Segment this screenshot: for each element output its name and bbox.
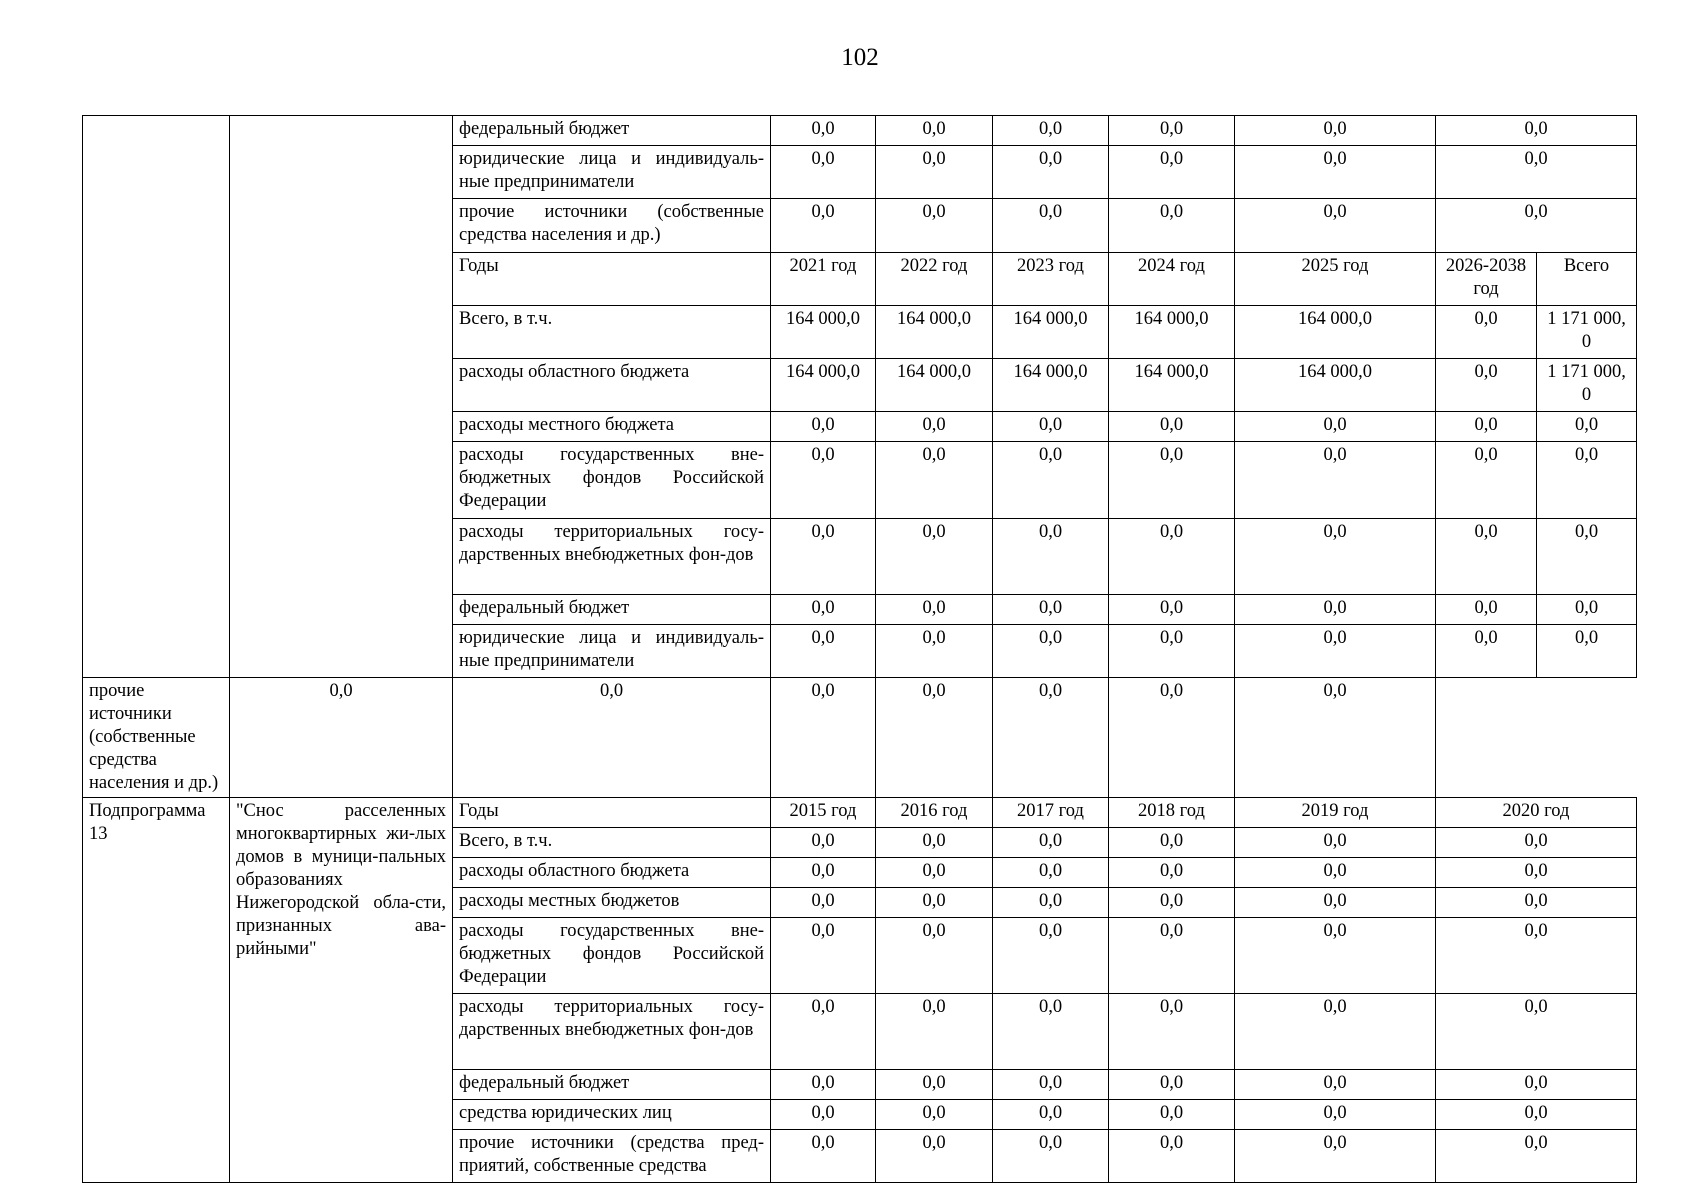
value-cell: 0,0 <box>1109 678 1235 798</box>
year-header: 2024 год <box>1109 253 1235 306</box>
value-cell: 0,0 <box>1235 1070 1436 1100</box>
value-cell: 0,0 <box>1436 442 1537 519</box>
value-cell: 164 000,0 <box>1109 306 1235 359</box>
value-cell: 0,0 <box>876 828 993 858</box>
row-label: юридические лица и индивидуаль-ные предприниматели <box>453 625 771 678</box>
subprogram-code: Подпрограмма 13 <box>83 798 230 1183</box>
row-label: юридические лица и индивидуаль-ные предприниматели <box>453 146 771 199</box>
year-header: 2017 год <box>993 798 1109 828</box>
year-header: 2015 год <box>771 798 876 828</box>
value-cell: 0,0 <box>1109 442 1235 519</box>
year-header: 2018 год <box>1109 798 1235 828</box>
value-cell: 164 000,0 <box>993 306 1109 359</box>
value-cell: 0,0 <box>771 595 876 625</box>
continuation-code-cell <box>83 116 230 678</box>
value-cell: 0,0 <box>1109 888 1235 918</box>
value-cell: 0,0 <box>1235 918 1436 994</box>
value-cell: 0,0 <box>771 678 876 798</box>
value-cell: 0,0 <box>1109 918 1235 994</box>
value-cell: 164 000,0 <box>1235 359 1436 412</box>
value-cell: 0,0 <box>993 412 1109 442</box>
value-cell: 0,0 <box>230 678 453 798</box>
row-label: прочие источники (средства пред-приятий, собственные средства <box>453 1130 771 1183</box>
value-cell: 0,0 <box>993 678 1109 798</box>
years-header-label: Годы <box>453 253 771 306</box>
total-header: Всего <box>1537 253 1637 306</box>
value-cell: 164 000,0 <box>876 359 993 412</box>
value-cell: 0,0 <box>993 858 1109 888</box>
value-cell: 0,0 <box>876 199 993 253</box>
row-label: расходы областного бюджета <box>453 858 771 888</box>
value-cell: 0,0 <box>993 1130 1109 1183</box>
value-cell: 0,0 <box>771 1100 876 1130</box>
value-cell: 0,0 <box>876 146 993 199</box>
value-cell: 0,0 <box>1436 828 1637 858</box>
value-cell: 0,0 <box>876 412 993 442</box>
value-cell: 0,0 <box>1235 1100 1436 1130</box>
row-label: расходы местных бюджетов <box>453 888 771 918</box>
value-cell: 0,0 <box>1109 595 1235 625</box>
row-label: Всего, в т.ч. <box>453 306 771 359</box>
year-header: 2019 год <box>1235 798 1436 828</box>
value-cell: 0,0 <box>771 1130 876 1183</box>
value-cell: 0,0 <box>771 442 876 519</box>
value-cell: 0,0 <box>876 625 993 678</box>
row-label: расходы местного бюджета <box>453 412 771 442</box>
value-cell: 0,0 <box>1109 199 1235 253</box>
year-header: 2021 год <box>771 253 876 306</box>
year-header: 2026-2038 год <box>1436 253 1537 306</box>
value-cell: 0,0 <box>1235 116 1436 146</box>
value-cell: 0,0 <box>1436 994 1637 1070</box>
value-cell: 0,0 <box>1436 519 1537 595</box>
row-label: расходы территориальных госу-дарственных внебюджетных фон-дов <box>453 994 771 1070</box>
value-cell: 0,0 <box>453 678 771 798</box>
value-cell: 0,0 <box>993 828 1109 858</box>
value-cell: 0,0 <box>993 595 1109 625</box>
budget-table <box>82 115 1637 1183</box>
value-cell: 0,0 <box>771 994 876 1070</box>
value-cell: 0,0 <box>993 442 1109 519</box>
row-label: федеральный бюджет <box>453 595 771 625</box>
value-cell: 0,0 <box>876 918 993 994</box>
table-row <box>83 678 1637 798</box>
value-cell: 0,0 <box>771 858 876 888</box>
row-label: расходы государственных вне-бюджетных фондов Российской Федерации <box>453 918 771 994</box>
value-cell: 0,0 <box>1235 199 1436 253</box>
value-cell: 0,0 <box>771 1070 876 1100</box>
value-cell: 164 000,0 <box>771 359 876 412</box>
value-cell: 0,0 <box>1235 994 1436 1070</box>
value-cell: 0,0 <box>1109 519 1235 595</box>
value-cell: 0,0 <box>993 146 1109 199</box>
value-cell: 0,0 <box>1436 1100 1637 1130</box>
value-cell: 0,0 <box>1436 918 1637 994</box>
value-cell: 0,0 <box>1109 1100 1235 1130</box>
total-cell: 1 171 000, 0 <box>1537 306 1637 359</box>
value-cell: 0,0 <box>1235 858 1436 888</box>
total-cell: 0,0 <box>1537 519 1637 595</box>
value-cell: 164 000,0 <box>1109 359 1235 412</box>
total-cell: 0,0 <box>1537 442 1637 519</box>
value-cell: 0,0 <box>1109 146 1235 199</box>
year-header: 2023 год <box>993 253 1109 306</box>
value-cell: 0,0 <box>1436 116 1637 146</box>
row-label: федеральный бюджет <box>453 116 771 146</box>
value-cell: 164 000,0 <box>993 359 1109 412</box>
value-cell: 0,0 <box>876 1070 993 1100</box>
row-label: прочие источники (собственные средства населения и др.) <box>453 199 771 253</box>
years-header-label: Годы <box>453 798 771 828</box>
value-cell: 0,0 <box>771 625 876 678</box>
value-cell: 0,0 <box>1436 625 1537 678</box>
years-header-row <box>83 798 1637 828</box>
value-cell: 0,0 <box>1109 1130 1235 1183</box>
row-label: средства юридических лиц <box>453 1100 771 1130</box>
value-cell: 0,0 <box>1436 146 1637 199</box>
value-cell: 0,0 <box>1109 412 1235 442</box>
value-cell: 0,0 <box>993 994 1109 1070</box>
value-cell: 0,0 <box>1235 888 1436 918</box>
value-cell: 164 000,0 <box>876 306 993 359</box>
value-cell: 0,0 <box>876 442 993 519</box>
total-cell: 0,0 <box>1235 678 1436 798</box>
value-cell: 0,0 <box>1109 994 1235 1070</box>
value-cell: 0,0 <box>993 199 1109 253</box>
total-cell: 0,0 <box>1537 412 1637 442</box>
year-header: 2025 год <box>1235 253 1436 306</box>
value-cell: 0,0 <box>1235 146 1436 199</box>
value-cell: 0,0 <box>771 146 876 199</box>
page-number: 102 <box>841 44 879 71</box>
value-cell: 0,0 <box>876 994 993 1070</box>
value-cell: 0,0 <box>993 116 1109 146</box>
row-label: Всего, в т.ч. <box>453 828 771 858</box>
total-cell: 0,0 <box>1537 625 1637 678</box>
value-cell: 0,0 <box>771 116 876 146</box>
value-cell: 0,0 <box>771 828 876 858</box>
value-cell: 0,0 <box>1436 858 1637 888</box>
value-cell: 0,0 <box>876 1100 993 1130</box>
row-label: расходы областного бюджета <box>453 359 771 412</box>
value-cell: 0,0 <box>1109 858 1235 888</box>
value-cell: 0,0 <box>876 678 993 798</box>
value-cell: 0,0 <box>1235 442 1436 519</box>
value-cell: 0,0 <box>1436 595 1537 625</box>
value-cell: 0,0 <box>1109 828 1235 858</box>
value-cell: 0,0 <box>1436 1070 1637 1100</box>
value-cell: 0,0 <box>1436 412 1537 442</box>
value-cell: 0,0 <box>1436 888 1637 918</box>
value-cell: 0,0 <box>1109 116 1235 146</box>
value-cell: 0,0 <box>993 1070 1109 1100</box>
value-cell: 0,0 <box>1235 595 1436 625</box>
value-cell: 0,0 <box>993 519 1109 595</box>
value-cell: 0,0 <box>876 858 993 888</box>
value-cell: 0,0 <box>876 595 993 625</box>
year-header: 2016 год <box>876 798 993 828</box>
row-label: расходы государственных вне-бюджетных фондов Российской Федерации <box>453 442 771 519</box>
year-header: 2022 год <box>876 253 993 306</box>
value-cell: 0,0 <box>876 888 993 918</box>
row-label: прочие источники (собственные средства населения и др.) <box>83 678 230 798</box>
value-cell: 0,0 <box>993 1100 1109 1130</box>
total-cell: 0,0 <box>1537 595 1637 625</box>
year-header: 2020 год <box>1436 798 1637 828</box>
value-cell: 0,0 <box>993 625 1109 678</box>
total-cell: 1 171 000, 0 <box>1537 359 1637 412</box>
value-cell: 0,0 <box>771 918 876 994</box>
value-cell: 164 000,0 <box>771 306 876 359</box>
continuation-name-cell <box>230 116 453 678</box>
value-cell: 0,0 <box>993 918 1109 994</box>
value-cell: 0,0 <box>1235 828 1436 858</box>
value-cell: 0,0 <box>1235 412 1436 442</box>
value-cell: 0,0 <box>1109 625 1235 678</box>
table-row <box>83 116 1637 146</box>
value-cell: 0,0 <box>771 888 876 918</box>
subprogram-name: "Снос расселенных многоквартирных жи-лых домов в муници-пальных образованиях Нижегородской обла-сти, признанных ава-рийными" <box>230 798 453 1183</box>
value-cell: 0,0 <box>876 1130 993 1183</box>
value-cell: 0,0 <box>1436 199 1637 253</box>
row-label: федеральный бюджет <box>453 1070 771 1100</box>
value-cell: 0,0 <box>771 199 876 253</box>
value-cell: 0,0 <box>1235 625 1436 678</box>
value-cell: 0,0 <box>771 412 876 442</box>
value-cell: 0,0 <box>771 519 876 595</box>
value-cell: 0,0 <box>1436 306 1537 359</box>
value-cell: 0,0 <box>1436 359 1537 412</box>
value-cell: 0,0 <box>1235 519 1436 595</box>
value-cell: 0,0 <box>1109 1070 1235 1100</box>
value-cell: 0,0 <box>1436 1130 1637 1183</box>
value-cell: 164 000,0 <box>1235 306 1436 359</box>
row-label: расходы территориальных госу-дарственных внебюджетных фон-дов <box>453 519 771 595</box>
value-cell: 0,0 <box>876 116 993 146</box>
value-cell: 0,0 <box>993 888 1109 918</box>
value-cell: 0,0 <box>1235 1130 1436 1183</box>
value-cell: 0,0 <box>876 519 993 595</box>
